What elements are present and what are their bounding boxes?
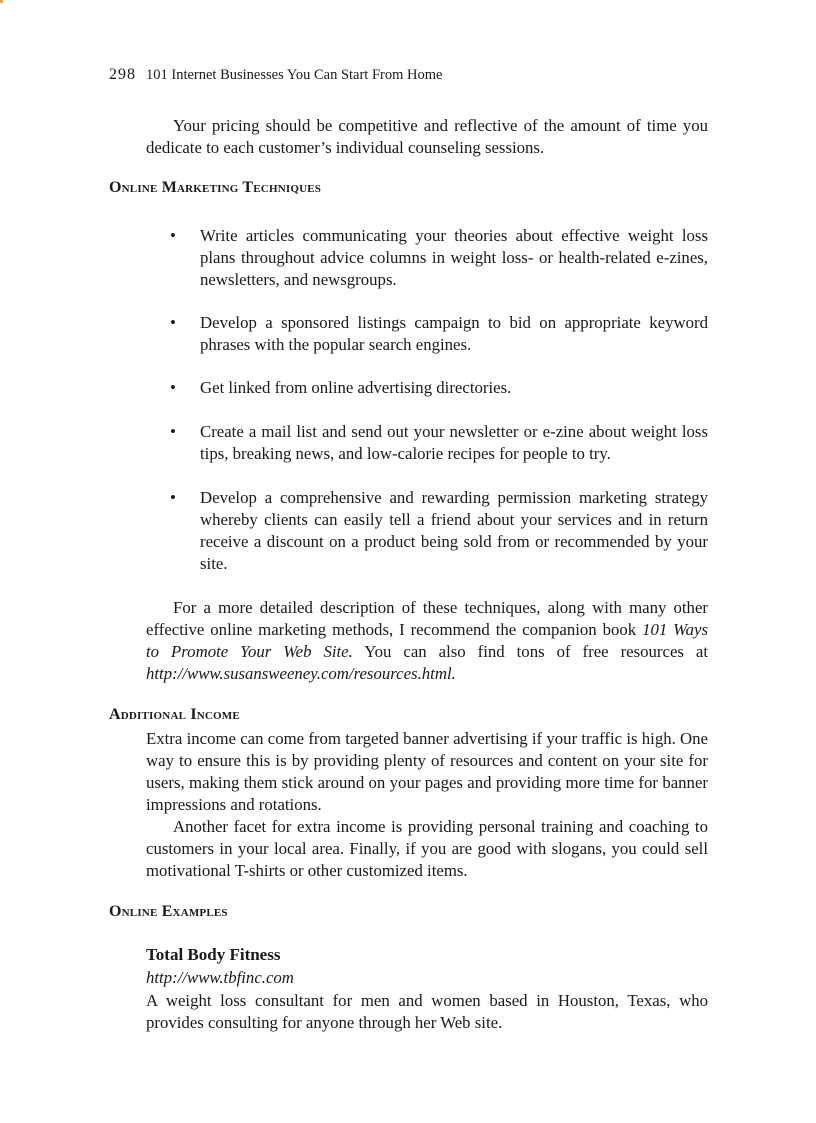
techniques-followup-paragraph — [146, 597, 708, 685]
list-item — [170, 487, 708, 575]
page-number: 298 — [109, 66, 136, 83]
bullet-icon: • — [170, 422, 176, 441]
list-item — [170, 421, 708, 465]
followup-middle: You can also find tons of free resources at — [364, 642, 709, 661]
list-item — [170, 377, 708, 399]
companion-book-title: 101 Ways to Promote Your Web Site. — [146, 620, 708, 661]
running-head — [109, 66, 442, 84]
resources-link[interactable]: http://www.susansweeney.com/resources.html. — [146, 664, 456, 683]
additional-income-paragraph-2: Another facet for extra income is providing personal training and coaching to customers in your local area. Finally, if you are good with slogans, you could sell motivational T-shirts or other customized items. — [146, 817, 708, 880]
pricing-paragraph: Your pricing should be competitive and reflective of the amount of time you dedicate to each customer’s individual counseling sessions. — [146, 116, 708, 157]
example-url-link[interactable]: http://www.tbfinc.com — [146, 968, 294, 987]
bullet-icon: • — [170, 488, 176, 507]
scan-corner-mark — [0, 0, 3, 3]
example-name: Total Body Fitness — [146, 945, 281, 964]
additional-income-paragraph: Extra income can come from targeted banner advertising if your traffic is high. One way to ensure this is by providing plenty of resources and content on your site for users, making them stick around on your pages and providing more time for banner impressions and rotations. — [146, 729, 708, 814]
bullet-icon: • — [170, 313, 176, 332]
online-marketing-heading: Online Marketing Techniques — [109, 179, 322, 196]
online-examples-heading: Online Examples — [109, 903, 228, 920]
list-item — [170, 225, 708, 291]
bullet-icon: • — [170, 226, 176, 245]
additional-income-heading: Additional Income — [109, 706, 240, 723]
list-item-text: Develop a comprehensive and rewarding permission marketing strategy whereby clients can easily tell a friend about your services and in return receive a discount on a product being sold from or recommended by your site. — [200, 488, 708, 573]
book-title: 101 Internet Businesses You Can Start From Home — [146, 67, 443, 83]
followup-lead: For a more detailed description of these techniques, along with many other effective online marketing methods, I recommend the companion book — [146, 598, 708, 639]
bullet-icon: • — [170, 378, 176, 397]
list-item-text: Develop a sponsored listings campaign to bid on appropriate keyword phrases with the popular search engines. — [200, 313, 708, 354]
list-item — [170, 312, 708, 356]
example-description: A weight loss consultant for men and women based in Houston, Texas, who provides consulting for anyone through her Web site. — [146, 991, 708, 1032]
list-item-text: Write articles communicating your theories about effective weight loss plans throughout advice columns in weight loss- or health-related e-zines, newsletters, and newsgroups. — [200, 226, 708, 289]
list-item-text: Get linked from online advertising directories. — [200, 378, 512, 397]
list-item-text: Create a mail list and send out your newsletter or e-zine about weight loss tips, breaking news, and low-calorie recipes for people to try. — [200, 422, 708, 463]
